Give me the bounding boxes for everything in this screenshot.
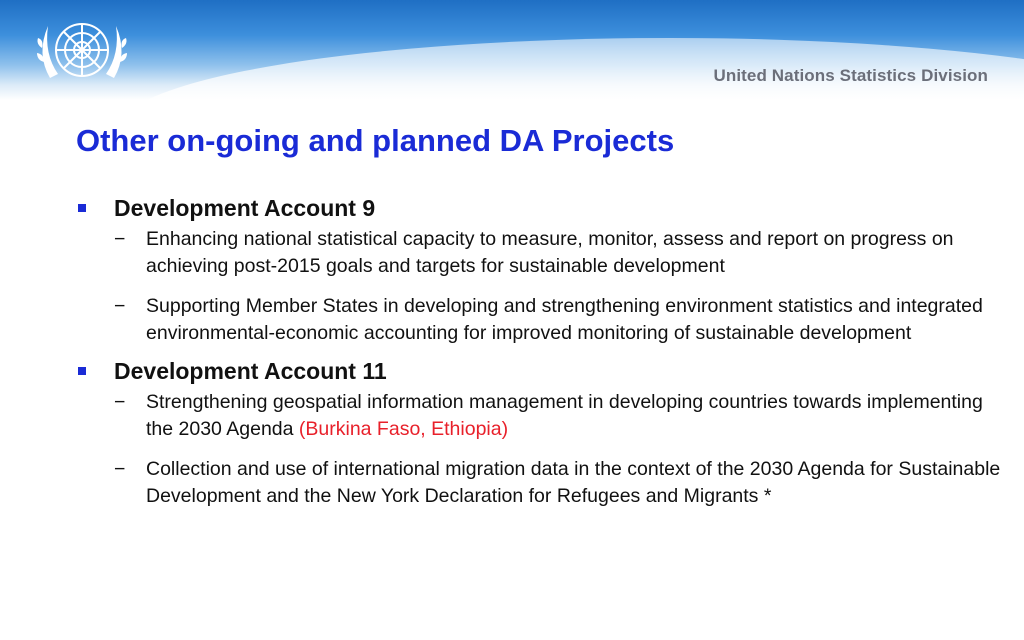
- list-item-text: Supporting Member States in developing and strengthening environment statistics and integrated environmental-economic accounting for improved monitoring of sustainable development: [146, 295, 983, 344]
- square-bullet-icon: [78, 204, 86, 212]
- slide-title: Other on-going and planned DA Projects: [76, 123, 675, 158]
- dash-bullet-icon: −: [114, 391, 126, 413]
- list-item-text: Enhancing national statistical capacity to measure, monitor, assess and report on progress on achieving post-2015 goals and targets for sustainable development: [146, 228, 954, 277]
- list-item-text: Strengthening geospatial information management in developing countries towards implementing the 2030 Agenda: [146, 391, 983, 440]
- list-item: [76, 293, 1006, 347]
- un-emblem-icon: [28, 8, 136, 96]
- list-item-text: Collection and use of international migration data in the context of the 2030 Agenda for Sustainable Development and the New York Declaration for Refugees and Migrants *: [146, 458, 1001, 507]
- list-item: [76, 456, 1006, 510]
- section-heading: [76, 193, 1006, 223]
- dash-bullet-icon: −: [114, 228, 126, 250]
- dash-bullet-icon: −: [114, 458, 126, 480]
- section-da11: [76, 356, 1006, 510]
- section-heading-text: Development Account 9: [114, 195, 376, 221]
- dash-bullet-icon: −: [114, 295, 126, 317]
- list-item: [76, 226, 1006, 280]
- header-banner: [0, 0, 1024, 100]
- section-da9: [76, 193, 1006, 347]
- section-heading-text: Development Account 11: [114, 358, 387, 384]
- section-heading: [76, 356, 1006, 386]
- square-bullet-icon: [78, 367, 86, 375]
- slide-content: [76, 193, 1006, 510]
- country-highlight: (Burkina Faso, Ethiopia): [298, 418, 509, 440]
- division-name: United Nations Statistics Division: [713, 66, 988, 85]
- list-item: [76, 389, 1006, 443]
